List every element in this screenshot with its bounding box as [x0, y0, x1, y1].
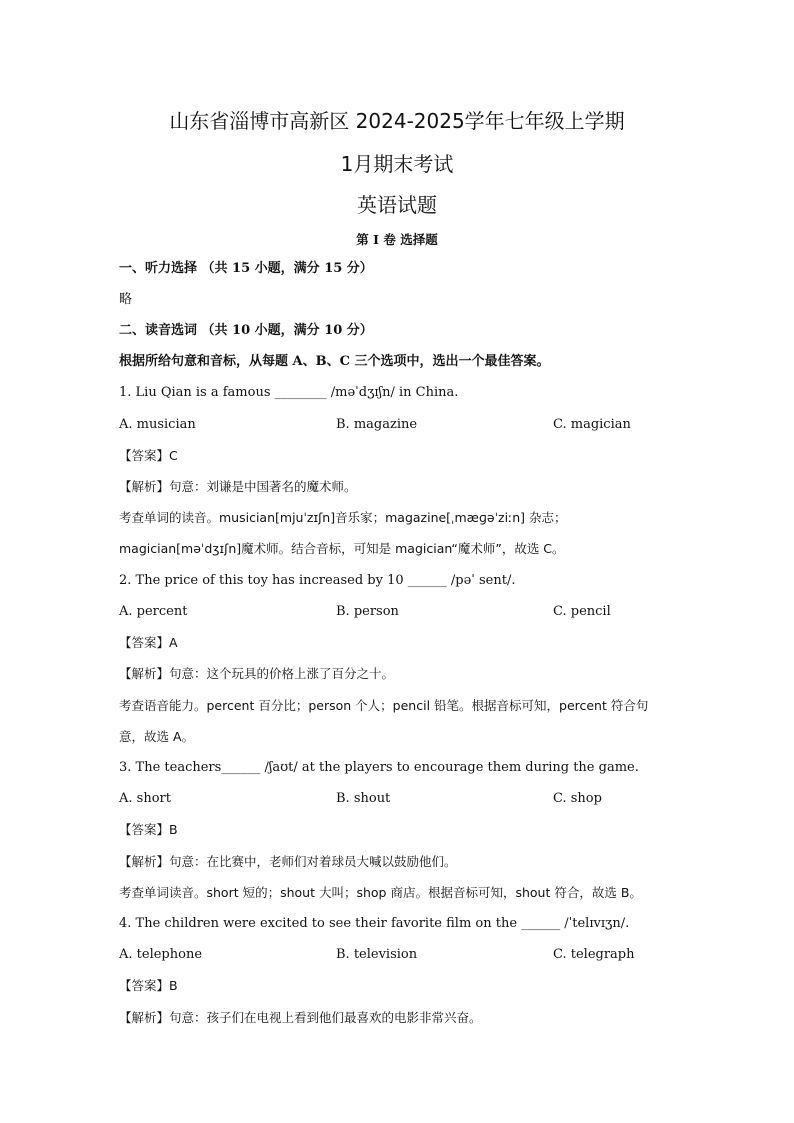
question-2-option-c: C. pencil — [553, 604, 611, 619]
volume-heading: 第 I 卷 选择题 — [356, 232, 438, 247]
section1-content: 略 — [119, 292, 133, 307]
question-3-stem: 3. The teachers______ /ʃaʊt/ at the players to encourage them during the game. — [119, 760, 639, 775]
question-4-answer: 【答案】B — [119, 978, 178, 993]
question-2-analysis-1: 【解析】句意：这个玩具的价格上涨了百分之十。 — [119, 666, 395, 681]
section2-instruction: 根据所给句意和音标，从每题 A、B、C 三个选项中，选出一个最佳答案。 — [119, 354, 550, 369]
question-4-stem: 4. The children were excited to see their favorite film on the ______ /ˈtelɪvɪʒn/. — [119, 916, 630, 931]
question-3-analysis-2: 考查单词读音。short 短的；shout 大叫；shop 商店。根据音标可知，shout 符合，故选 B。 — [119, 885, 642, 900]
title-line-2: 1月期末考试 — [340, 152, 454, 176]
question-3-option-b: B. shout — [336, 791, 391, 806]
question-1-option-b: B. magazine — [336, 417, 418, 432]
question-1-analysis-3: magician[məˈdʒɪʃn]魔术师。结合音标，可知是 magician“魔术师”，故选 C。 — [119, 541, 565, 556]
section1-heading: 一、听力选择 （共 15 小题，满分 15 分） — [119, 261, 373, 276]
question-3-answer: 【答案】B — [119, 822, 178, 837]
question-1-analysis-2: 考查单词的读音。musician[mjuˈzɪʃn]音乐家；magazine[ˌmæɡəˈziːn] 杂志； — [119, 510, 567, 525]
question-1-answer: 【答案】C — [119, 448, 178, 463]
question-2-analysis-3: 意，故选 A。 — [119, 729, 195, 744]
question-2-analysis-2: 考查语音能力。percent 百分比；person 个人；pencil 铅笔。根据音标可知，percent 符合句 — [119, 698, 649, 713]
question-3-option-a: A. short — [119, 791, 171, 806]
question-1-option-a: A. musician — [119, 417, 196, 432]
question-4-option-c: C. telegraph — [553, 947, 635, 962]
title-line-1: 山东省淄博市高新区 2024-2025学年七年级上学期 — [169, 109, 625, 133]
question-1-analysis-1: 【解析】句意：刘谦是中国著名的魔术师。 — [119, 479, 357, 494]
question-3-option-c: C. shop — [553, 791, 602, 806]
question-2-option-b: B. person — [336, 604, 399, 619]
section2-heading: 二、读音选词 （共 10 小题，满分 10 分） — [119, 323, 373, 338]
question-1-option-c: C. magician — [553, 417, 631, 432]
question-2-stem: 2. The price of this toy has increased by 10 ______ /pəˈ sent/. — [119, 573, 516, 588]
question-1-stem: 1. Liu Qian is a famous ________ /məˈdʒɪʃn/ in China. — [119, 385, 459, 400]
title-line-3: 英语试题 — [357, 193, 437, 217]
question-4-analysis-1: 【解析】句意：孩子们在电视上看到他们最喜欢的电影非常兴奋。 — [119, 1010, 482, 1025]
question-2-answer: 【答案】A — [119, 635, 178, 650]
question-4-option-b: B. television — [336, 947, 418, 962]
question-3-analysis-1: 【解析】句意：在比赛中，老师们对着球员大喊以鼓励他们。 — [119, 854, 457, 869]
question-4-option-a: A. telephone — [119, 947, 203, 962]
question-2-option-a: A. percent — [119, 604, 188, 619]
